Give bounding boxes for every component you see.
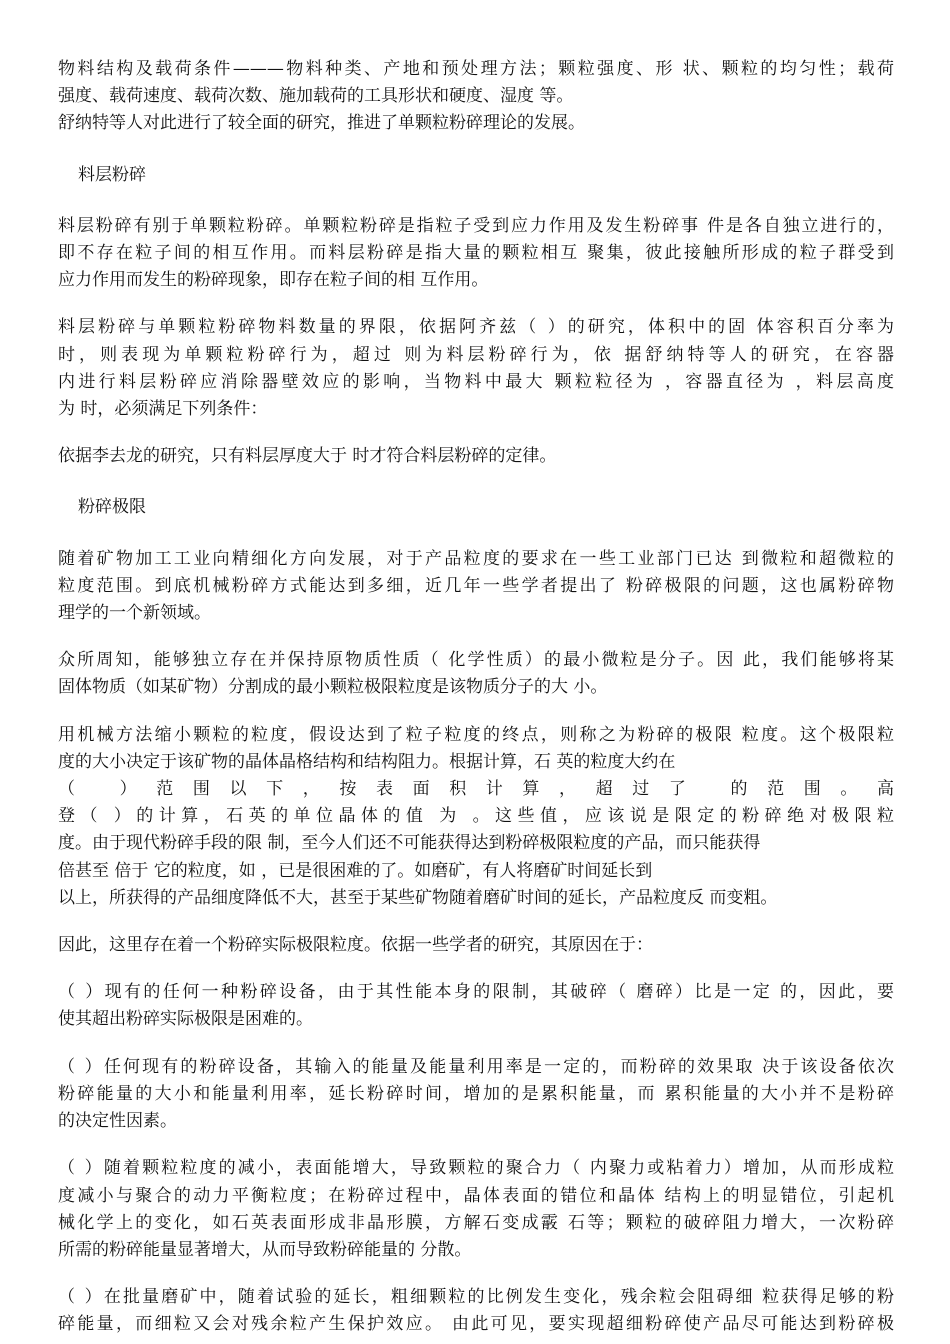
text-line: 所需的粉碎能量显著增大，从而导致粉碎能量的 分散。	[58, 1239, 472, 1260]
paragraph-reason-2	[58, 1054, 894, 1136]
section-heading-crushing-limit: 粉碎极限	[78, 497, 146, 518]
paragraph-mechanical-limit	[58, 722, 894, 912]
text-line: 倍甚至 倍于 它的粒度，如 ，已是很困难的了。如磨矿，有人将磨矿时间延长到	[58, 860, 653, 881]
text-line: 依据李去龙的研究，只有料层厚度大于 时才符合料层粉碎的定律。	[58, 446, 557, 467]
text-line: 度的大小决定于该矿物的晶体晶格结构和结构阻力。根据计算，石 英的粒度大约在	[58, 751, 676, 772]
text-line: 因此，这里存在着一个粉碎实际极限粒度。依据一些学者的研究，其原因在于：	[58, 935, 653, 956]
text-line: 碎能量，而细粒又会对残余粒产生保护效应。 由此可见，要实现超细粉碎使产品尽可能达到粉碎极	[58, 1314, 894, 1335]
text-line: 料层粉碎与单颗粒粉碎物料数量的界限，依据阿齐兹（ ）的研究，体积中的固 体容积百分率为	[58, 317, 894, 338]
text-line: 使其超出粉碎实际极限是困难的。	[58, 1009, 313, 1030]
paragraph-layer-crushing-definition	[58, 213, 894, 295]
paragraph-reason-3	[58, 1155, 894, 1264]
text-line: 内进行料层粉碎应消除器壁效应的影响，当物料中最大 颗粒粒径为 ，容器直径为 ，料层高度	[58, 371, 894, 392]
text-line: 强度、载荷速度、载荷次数、施加载荷的工具形状和硬度、湿度 等。	[58, 86, 574, 107]
paragraph-reason-4	[58, 1284, 894, 1338]
text-line: 为 时，必须满足下列条件：	[58, 399, 268, 420]
text-line: 的决定性因素。	[58, 1111, 177, 1132]
text-line: 以上，所获得的产品细度降低不大，甚至于某些矿物随着磨矿时间的延长，产品粒度反 而变粗。	[58, 887, 778, 908]
paragraph-fine-processing	[58, 546, 894, 628]
text-line: 即不存在粒子间的相互作用。而料层粉碎是指大量的颗粒相互 聚集，彼此接触所形成的粒子群受到	[58, 243, 894, 264]
document-page	[58, 56, 894, 1339]
text-line: 料层粉碎有别于单颗粒粉碎。单颗粒粉碎是指粒子受到应力作用及发生粉碎事 件是各自独立进行的，	[58, 215, 894, 236]
text-line: 用机械方法缩小颗粒的粒度，假设达到了粒子粒度的终点，则称之为粉碎的极限 粒度。这个极限粒	[58, 724, 894, 745]
paragraph-practical-limit	[58, 932, 894, 959]
text-line: （ ）在批量磨矿中，随着试验的延长，粗细颗粒的比例发生变化，残余粒会阻碍细 粒获得足够的粉	[58, 1287, 894, 1308]
text-line: 粉碎能量的大小和能量利用率，延长粉碎时间，增加的是累积能量，而 累积能量的大小并不是粉碎	[58, 1083, 894, 1104]
text-line: 众所周知，能够独立存在并保持原物质性质（ 化学性质）的最小微粒是分子。因 此，我们能够将某	[58, 650, 894, 671]
text-line: 固体物质（如某矿物）分割成的最小颗粒极限粒度是该物质分子的大 小。	[58, 677, 608, 698]
text-line: 度减小与聚合的动力平衡粒度；在粉碎过程中，晶体表面的错位和晶体 结构上的明显错位，引起机	[58, 1185, 894, 1206]
paragraph-molecule-limit	[58, 647, 894, 701]
text-line: 理学的一个新领域。	[58, 603, 211, 624]
text-line: 登（ ）的计算，石英的单位晶体的值 为 。这些值，应该说是限定的粉碎绝对极限粒	[58, 806, 894, 827]
text-line: （ ）随着颗粒粒度的减小，表面能增大，导致颗粒的聚合力（ 内聚力或粘着力）增加，从而形成粒	[58, 1158, 894, 1179]
paragraph-layer-crushing-boundary	[58, 314, 894, 423]
text-line: 舒纳特等人对此进行了较全面的研究，推进了单颗粒粉碎理论的发展。	[58, 113, 585, 134]
text-line: 物料结构及载荷条件———物料种类、产地和预处理方法；颗粒强度、形 状、颗粒的均匀性；载荷	[58, 59, 894, 79]
text-line: 械化学上的变化，如石英表面形成非晶形膜，方解石变成霰 石等；颗粒的破碎阻力增大，一次粉碎	[58, 1212, 894, 1233]
section-heading-layer-crushing: 料层粉碎	[78, 164, 146, 185]
text-line: 随着矿物加工工业向精细化方向发展，对于产品粒度的要求在一些工业部门已达 到微粒和超微粒的	[58, 548, 894, 569]
text-line: 应力作用而发生的粉碎现象，即存在粒子间的相 互作用。	[58, 270, 489, 291]
text-line: 度。由于现代粉碎手段的限 制，至今人们还不可能获得达到粉碎极限粒度的产品，而只能获得	[58, 833, 761, 854]
text-line: （ ）现有的任何一种粉碎设备，由于其性能本身的限制，其破碎（ 磨碎）比是一定 的，因此，要	[58, 982, 894, 1003]
text-line: 时，则表现为单颗粒粉碎行为，超过 则为料层粉碎行为，依 据舒纳特等人的研究，在容器	[58, 344, 894, 365]
text-line: （ ）范围以下，按表面积计算，超过了 的范围。高	[58, 779, 894, 800]
paragraph-reason-1	[58, 979, 894, 1033]
text-line: 粒度范围。到底机械粉碎方式能达到多细，近几年一些学者提出了 粉碎极限的问题，这也属粉碎物	[58, 575, 894, 596]
paragraph-li-study	[58, 443, 894, 470]
paragraph-material-structure	[58, 56, 894, 138]
text-line: （ ）任何现有的粉碎设备，其输入的能量及能量利用率是一定的，而粉碎的效果取 决于该设备依次	[58, 1056, 894, 1077]
